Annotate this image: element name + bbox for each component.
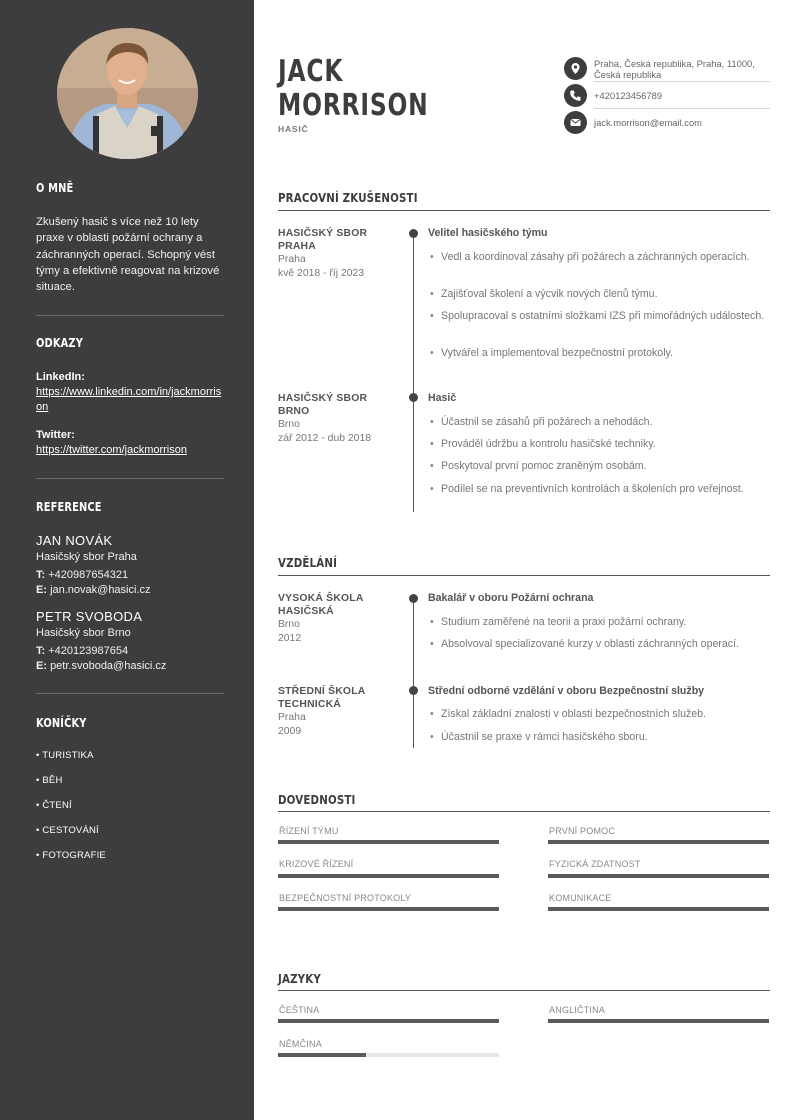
study-item: • Získal základní znalosti v oblasti bezpečnostních služeb. <box>441 707 771 722</box>
duty-item: • Účastnil se zásahů při požárech a nehodách. <box>441 415 771 430</box>
language-label: ANGLIČTINA <box>549 1005 606 1015</box>
sidebar <box>0 0 254 1120</box>
hobbies-heading: KONÍČKY <box>36 716 87 730</box>
language-level <box>278 1053 366 1057</box>
reference-phone: T: +420123987654 <box>36 645 129 657</box>
reference-email: E: petr.svoboda@hasici.cz <box>36 660 167 672</box>
skill-label: BEZPEČNOSTNÍ PROTOKOLY <box>279 893 412 903</box>
hobby-item: • BĚH <box>36 775 63 786</box>
job-role: HASIČ <box>278 124 309 134</box>
skill-level <box>548 840 769 844</box>
employer-name: HASIČSKÝ SBOR BRNO <box>278 393 368 417</box>
position-title: Hasič <box>428 392 457 404</box>
location-pin-icon <box>564 57 587 80</box>
skill-label: FYZICKÁ ZDATNOST <box>549 859 641 869</box>
divider <box>36 315 224 316</box>
school-name: VYSOKÁ ŠKOLA HASIČSKÁ <box>278 593 364 617</box>
skill-label: KOMUNIKACE <box>549 893 612 903</box>
twitter-link[interactable]: https://twitter.com/jackmorrison <box>36 444 187 456</box>
school-city: Praha <box>278 712 306 723</box>
timeline-line <box>413 232 414 512</box>
employment-dates: kvě 2018 - říj 2023 <box>278 268 365 279</box>
timeline-dot <box>409 393 418 402</box>
study-item: • Účastnil se praxe v rámci hasičského sboru. <box>441 730 771 745</box>
hobby-item: • TURISTIKA <box>36 750 94 761</box>
duty-item: • Poskytoval první pomoc zraněným osobám. <box>441 459 771 474</box>
language-bar <box>278 1053 499 1057</box>
section-divider <box>278 210 770 211</box>
duty-item: • Podílel se na preventivních kontrolách a školeních pro veřejnost. <box>441 482 771 497</box>
reference-email: E: jan.novak@hasici.cz <box>36 584 151 596</box>
languages-heading: JAZYKY <box>278 971 321 986</box>
linkedin-label: LinkedIn: <box>36 371 85 383</box>
language-level <box>548 1019 769 1023</box>
reference-company: Hasičský sbor Praha <box>36 551 137 563</box>
divider <box>36 693 224 694</box>
contact-address: Praha, Česká republika, Praha, 11000, Česká republika <box>594 58 755 80</box>
hobby-item: • FOTOGRAFIE <box>36 850 106 861</box>
divider <box>594 81 770 82</box>
reference-name: PETR SVOBODA <box>36 609 143 624</box>
skill-label: KRIZOVÉ ŘÍZENÍ <box>279 859 354 869</box>
skill-bar <box>278 840 499 844</box>
about-text: Zkušený hasič s více než 10 lety praxe v oblasti požární ochrany a záchranných operací. Schopný vést týmy a efektivně reagovat na krizové situace. <box>36 216 220 294</box>
timeline-dot <box>409 229 418 238</box>
degree-title: Střední odborné vzdělání v oboru Bezpečnostní služby <box>428 685 705 697</box>
skills-heading: DOVEDNOSTI <box>278 792 356 807</box>
divider <box>594 108 770 109</box>
duty-item: • Vytvářel a implementoval bezpečnostní protokoly. <box>441 346 771 361</box>
school-name: STŘEDNÍ ŠKOLA TECHNICKÁ <box>278 686 366 710</box>
education-heading: VZDĚLÁNÍ <box>278 555 338 570</box>
hobby-item: • CESTOVÁNÍ <box>36 825 99 836</box>
employment-dates: zář 2012 - dub 2018 <box>278 433 372 444</box>
references-heading: REFERENCE <box>36 500 102 514</box>
language-bar <box>278 1019 499 1023</box>
reference-phone: T: +420987654321 <box>36 569 129 581</box>
position-title: Velitel hasičského týmu <box>428 227 548 239</box>
school-city: Brno <box>278 619 300 630</box>
reference-name: JAN NOVÁK <box>36 533 113 548</box>
study-item: • Studium zaměřené na teorii a praxi požární ochrany. <box>441 615 771 630</box>
linkedin-link[interactable]: https://www.linkedin.com/in/jackmorrison <box>36 386 222 413</box>
degree-title: Bakalář v oboru Požární ochrana <box>428 592 594 604</box>
employer-city: Brno <box>278 419 300 430</box>
email-icon <box>564 111 587 134</box>
contact-phone: +420123456789 <box>594 90 663 101</box>
skill-bar <box>548 907 769 911</box>
divider <box>36 478 224 479</box>
employer-city: Praha <box>278 254 306 265</box>
about-heading: O MNĚ <box>36 181 74 195</box>
skill-level <box>548 874 769 878</box>
skill-bar <box>278 907 499 911</box>
graduation-year: 2009 <box>278 726 302 737</box>
skill-level <box>548 907 769 911</box>
section-divider <box>278 575 770 576</box>
graduation-year: 2012 <box>278 633 302 644</box>
skill-bar <box>548 840 769 844</box>
duty-item: • Spolupracoval s ostatními složkami IZS při mimořádných událostech. <box>441 309 771 324</box>
duty-item: • Zajišťoval školení a výcvik nových členů týmu. <box>441 287 771 302</box>
first-name: JACK <box>278 54 344 89</box>
duty-item: • Vedl a koordinoval zásahy při požárech a záchranných operacích. <box>441 250 771 265</box>
last-name: MORRISON <box>278 88 429 123</box>
study-item: • Absolvoval specializované kurzy v oblasti záchranných operací. <box>441 637 771 652</box>
skill-bar <box>548 874 769 878</box>
profile-photo <box>57 28 198 159</box>
phone-icon <box>564 84 587 107</box>
twitter-label: Twitter: <box>36 429 75 441</box>
experience-heading: PRACOVNÍ ZKUŠENOSTI <box>278 190 418 205</box>
duty-item: • Prováděl údržbu a kontrolu hasičské techniky. <box>441 437 771 452</box>
skill-level <box>278 907 499 911</box>
links-heading: ODKAZY <box>36 336 84 350</box>
skill-label: ŘÍZENÍ TÝMU <box>279 826 339 836</box>
skill-level <box>278 840 499 844</box>
language-level <box>278 1019 499 1023</box>
language-label: NĚMČINA <box>279 1039 322 1049</box>
contact-email: jack.morrison@email.com <box>594 117 702 128</box>
language-label: ČEŠTINA <box>279 1005 320 1015</box>
skill-level <box>278 874 499 878</box>
timeline-dot <box>409 686 418 695</box>
timeline-line <box>413 597 414 748</box>
skill-label: PRVNÍ POMOC <box>549 826 616 836</box>
skill-bar <box>278 874 499 878</box>
timeline-dot <box>409 594 418 603</box>
reference-company: Hasičský sbor Brno <box>36 627 131 639</box>
language-bar <box>548 1019 769 1023</box>
section-divider <box>278 811 770 812</box>
hobby-item: • ČTENÍ <box>36 800 72 811</box>
employer-name: HASIČSKÝ SBOR PRAHA <box>278 228 368 252</box>
section-divider <box>278 990 770 991</box>
